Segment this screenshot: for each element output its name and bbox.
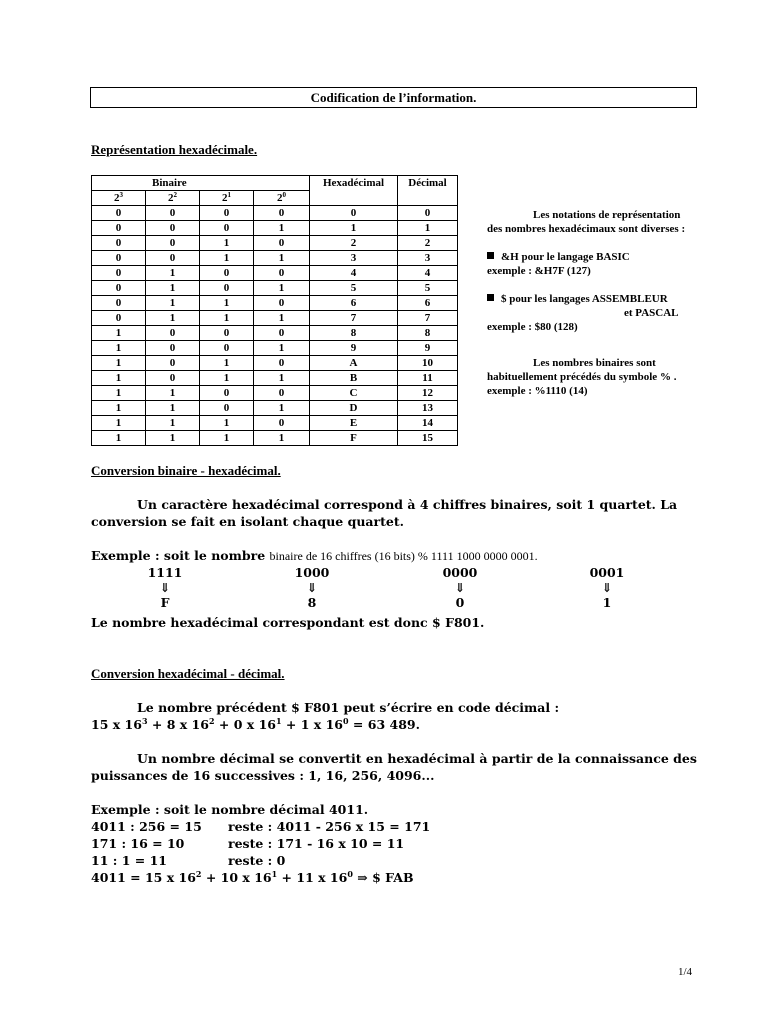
power-cell: $2^3$ xyxy=(92,191,146,206)
table-cell: 1 xyxy=(200,296,254,311)
table-cell: C xyxy=(310,386,398,401)
table-cell: 9 xyxy=(310,341,398,356)
table-cell: 1 xyxy=(92,386,146,401)
table-cell: 0 xyxy=(92,266,146,281)
table-cell: 1 xyxy=(200,311,254,326)
quartet-4 xyxy=(567,565,647,610)
table-row xyxy=(92,386,458,401)
notes-bin-2: habituellement précédés du symbole % . xyxy=(487,371,677,383)
notes-intro-2: des nombres hexadécimaux sont diverses : xyxy=(487,223,686,235)
step-remainder: reste : 0 xyxy=(228,853,286,868)
step-division: 11 : 1 = 11 xyxy=(91,853,167,868)
table-cell: 1 xyxy=(310,221,398,236)
step-row xyxy=(91,818,731,835)
table-cell: 1 xyxy=(92,401,146,416)
table-row xyxy=(92,206,458,221)
table-cell: 0 xyxy=(254,326,310,341)
table-cell: 5 xyxy=(310,281,398,296)
notes-asm-2: et PASCAL xyxy=(624,307,679,319)
table-cell: 14 xyxy=(398,416,458,431)
table-cell: 1 xyxy=(254,311,310,326)
notes-asm-example: exemple : $80 (128) xyxy=(487,321,578,333)
down-arrow-icon: ⇓ xyxy=(601,580,613,595)
table-row xyxy=(92,326,458,341)
table-cell: 0 xyxy=(92,236,146,251)
table-cell: 0 xyxy=(254,356,310,371)
header-binary: Binaire xyxy=(92,176,310,191)
table-cell: 0 xyxy=(146,251,200,266)
table-cell: 1 xyxy=(92,326,146,341)
table-cell: 6 xyxy=(398,296,458,311)
notes-basic: &H pour le langage BASIC xyxy=(487,250,727,264)
example-binary-number: binaire de 16 chiffres (16 bits) % 1111 1000 0000 0001. xyxy=(269,549,538,563)
table-cell: 8 xyxy=(398,326,458,341)
bin-hex-example xyxy=(91,547,731,565)
table-cell: 0 xyxy=(92,296,146,311)
table-cell: 1 xyxy=(200,236,254,251)
table-cell: 5 xyxy=(398,281,458,296)
power-cell: $2^0$ xyxy=(254,191,310,206)
table-cell: 0 xyxy=(146,371,200,386)
section-title-bin-hex: Conversion binaire - hexadécimal. xyxy=(91,463,281,478)
table-cell: 1 xyxy=(146,416,200,431)
header-hex: Hexadécimal xyxy=(310,176,398,206)
table-row xyxy=(92,431,458,446)
example-label: Exemple : soit le nombre xyxy=(91,548,266,563)
table-row xyxy=(92,251,458,266)
notes-bin-example: exemple : %1110 (14) xyxy=(487,385,588,397)
down-arrow-icon: ⇓ xyxy=(454,580,466,595)
hex-dec-paragraph-1 xyxy=(91,699,731,733)
table-cell: 4 xyxy=(310,266,398,281)
bin-hex-para-line2: conversion se fait en isolant chaque quartet. xyxy=(91,514,404,529)
table-cell: 1 xyxy=(146,386,200,401)
table-cell: 0 xyxy=(200,266,254,281)
table-cell: 1 xyxy=(254,221,310,236)
table-cell: 0 xyxy=(200,281,254,296)
table-cell: 0 xyxy=(310,206,398,221)
table-cell: 1 xyxy=(146,296,200,311)
table-row xyxy=(92,266,458,281)
quartet-1 xyxy=(125,565,205,610)
table-cell: 1 xyxy=(254,371,310,386)
hex-dec-para1-line1: Le nombre précédent $ F801 peut s’écrire en code décimal : xyxy=(137,700,560,715)
hex-dec-example xyxy=(91,801,731,886)
table-header-row xyxy=(92,176,458,191)
notation-notes xyxy=(487,208,727,398)
quartet-2 xyxy=(272,565,352,610)
table-body xyxy=(92,206,458,446)
section-title-hex: Représentation hexadécimale. xyxy=(91,142,258,157)
table-cell: 3 xyxy=(310,251,398,266)
table-cell: 0 xyxy=(254,296,310,311)
page-number: 1/4 xyxy=(678,966,693,978)
table-cell: 10 xyxy=(398,356,458,371)
table-row xyxy=(92,356,458,371)
table-cell: 0 xyxy=(254,416,310,431)
table-cell: 0 xyxy=(146,356,200,371)
table-cell: 13 xyxy=(398,401,458,416)
table-cell: 1 xyxy=(254,341,310,356)
table-cell: E xyxy=(310,416,398,431)
table-cell: 4 xyxy=(398,266,458,281)
table-cell: 0 xyxy=(200,326,254,341)
notes-intro-1: Les notations de représentation xyxy=(533,209,681,221)
hex-table xyxy=(91,175,458,446)
down-arrow-icon: ⇓ xyxy=(159,580,171,595)
square-bullet-icon xyxy=(487,252,494,259)
table-cell: 0 xyxy=(200,401,254,416)
table-cell: B xyxy=(310,371,398,386)
table-row xyxy=(92,311,458,326)
table-cell: 12 xyxy=(398,386,458,401)
table-cell: 0 xyxy=(398,206,458,221)
table-cell: 0 xyxy=(254,236,310,251)
bin-hex-conclusion: Le nombre hexadécimal correspondant est donc $ F801. xyxy=(91,615,485,630)
step-row xyxy=(91,835,731,852)
table-cell: 1 xyxy=(146,311,200,326)
quartet-hex: 1 xyxy=(602,595,612,610)
table-cell: 8 xyxy=(310,326,398,341)
table-row xyxy=(92,236,458,251)
table-cell: 1 xyxy=(146,281,200,296)
table-cell: 2 xyxy=(398,236,458,251)
step-remainder: reste : 171 - 16 x 10 = 11 xyxy=(228,836,405,851)
table-cell: 0 xyxy=(200,206,254,221)
table-cell: 1 xyxy=(200,251,254,266)
table-cell: D xyxy=(310,401,398,416)
table-row xyxy=(92,341,458,356)
header-dec: Décimal xyxy=(398,176,458,206)
table-cell: 0 xyxy=(92,311,146,326)
table-cell: 1 xyxy=(200,356,254,371)
notes-asm: $ pour les langages ASSEMBLEUR xyxy=(487,292,727,306)
quartet-breakdown xyxy=(125,565,685,615)
table-cell: 0 xyxy=(200,221,254,236)
table-cell: 0 xyxy=(92,206,146,221)
table-cell: 3 xyxy=(398,251,458,266)
table-cell: 1 xyxy=(200,431,254,446)
table-cell: 1 xyxy=(146,401,200,416)
table-cell: 11 xyxy=(398,371,458,386)
square-bullet-icon xyxy=(487,294,494,301)
quartet-bin: 1111 xyxy=(147,565,183,580)
table-row xyxy=(92,296,458,311)
step-row xyxy=(91,852,731,869)
table-cell: 0 xyxy=(92,221,146,236)
table-cell: 0 xyxy=(92,251,146,266)
step-division: 4011 : 256 = 15 xyxy=(91,819,202,834)
table-cell: 9 xyxy=(398,341,458,356)
table-cell: 0 xyxy=(146,236,200,251)
table-cell: 1 xyxy=(254,251,310,266)
step-remainder: reste : 4011 - 256 x 15 = 171 xyxy=(228,819,431,834)
hex-dec-para2-line1: Un nombre décimal se convertit en hexadécimal à partir de la connaissance des xyxy=(137,751,697,766)
notes-basic-example: exemple : &H7F (127) xyxy=(487,265,591,277)
hex-dec-formula: 15 x $16^3 + 8$ x $16^2 + 0$ x $16^1 + 1$ x $16^0 = 63$ 489. xyxy=(91,716,420,732)
table-cell: 0 xyxy=(254,266,310,281)
table-cell: 0 xyxy=(146,206,200,221)
table-cell: 1 xyxy=(146,266,200,281)
power-cell: $2^2$ xyxy=(146,191,200,206)
notes-bin-1: Les nombres binaires sont xyxy=(533,357,656,369)
table-cell: F xyxy=(310,431,398,446)
hex-dec-final: 4011 = 15 x $16^2 + 10$ x $16^1 + 11$ x $16^0$ ⇒ $ FAB xyxy=(91,869,414,885)
table-row xyxy=(92,401,458,416)
table-cell: 1 xyxy=(254,281,310,296)
table-cell: 7 xyxy=(398,311,458,326)
quartet-hex: F xyxy=(160,595,170,610)
table-cell: 1 xyxy=(398,221,458,236)
table-cell: 0 xyxy=(146,221,200,236)
quartet-hex: 0 xyxy=(455,595,465,610)
table-cell: 6 xyxy=(310,296,398,311)
bin-hex-para-line1: Un caractère hexadécimal correspond à 4 chiffres binaires, soit 1 quartet. La xyxy=(137,497,678,512)
table-row xyxy=(92,371,458,386)
table-cell: A xyxy=(310,356,398,371)
table-cell: 7 xyxy=(310,311,398,326)
quartet-hex: 8 xyxy=(307,595,317,610)
table-row xyxy=(92,416,458,431)
table-cell: 0 xyxy=(254,206,310,221)
table-cell: 1 xyxy=(92,356,146,371)
quartet-bin: 0001 xyxy=(589,565,625,580)
table-cell: 0 xyxy=(92,281,146,296)
table-row xyxy=(92,221,458,236)
quartet-bin: 0000 xyxy=(442,565,478,580)
bin-hex-paragraph xyxy=(91,496,711,530)
step-division: 171 : 16 = 10 xyxy=(91,836,185,851)
table-cell: 1 xyxy=(92,341,146,356)
table-cell: 1 xyxy=(200,371,254,386)
table-cell: 1 xyxy=(92,371,146,386)
document-title: Codification de l’information. xyxy=(90,87,697,108)
power-cell: $2^1$ xyxy=(200,191,254,206)
table-cell: 1 xyxy=(254,401,310,416)
table-cell: 1 xyxy=(200,416,254,431)
hex-dec-example-title: Exemple : soit le nombre décimal 4011. xyxy=(91,802,369,817)
table-cell: 15 xyxy=(398,431,458,446)
table-cell: 2 xyxy=(310,236,398,251)
table-row xyxy=(92,281,458,296)
table-cell: 0 xyxy=(146,326,200,341)
quartet-bin: 1000 xyxy=(294,565,330,580)
table-cell: 1 xyxy=(254,431,310,446)
table-cell: 0 xyxy=(200,341,254,356)
section-title-hex-dec: Conversion hexadécimal - décimal. xyxy=(91,666,285,681)
table-cell: 1 xyxy=(92,431,146,446)
hex-dec-para2-line2: puissances de 16 successives : 1, 16, 256, 4096... xyxy=(91,768,435,783)
table-cell: 0 xyxy=(200,386,254,401)
table-cell: 0 xyxy=(254,386,310,401)
hex-dec-paragraph-2 xyxy=(91,750,731,784)
table-cell: 0 xyxy=(146,341,200,356)
table-cell: 1 xyxy=(92,416,146,431)
down-arrow-icon: ⇓ xyxy=(306,580,318,595)
quartet-3 xyxy=(420,565,500,610)
table-cell: 1 xyxy=(146,431,200,446)
